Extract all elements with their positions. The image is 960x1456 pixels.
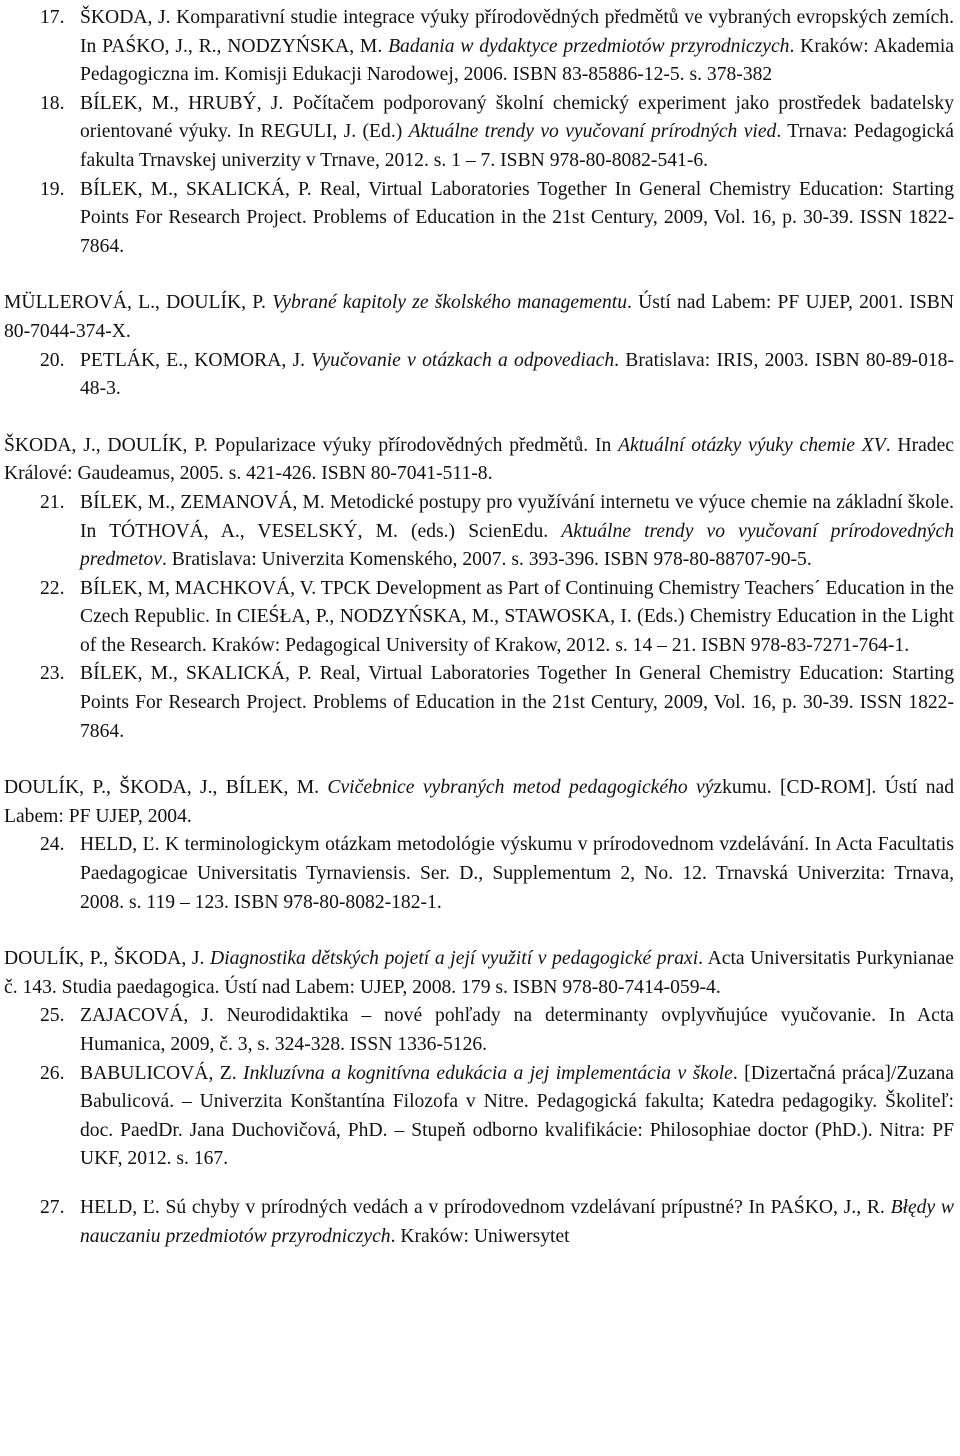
reference-text: . Kraków: Uniwersytet	[390, 1225, 570, 1247]
reference-entry	[4, 575, 954, 661]
reference-entry	[4, 774, 954, 831]
reference-title-italic: Inkluzívna a kognitívna edukácia a jej implementácia v škole	[243, 1062, 733, 1084]
reference-entry	[4, 1060, 954, 1174]
reference-entry	[4, 945, 954, 1002]
reference-text: BÍLEK, M, MACHKOVÁ, V. TPCK Development as Part of Continuing Chemistry Teachers´ Education in the Czech Republic. In CIEŚŁA, P., NODZYŃSKA, M., STAWOSKA, I. (Eds.) Chemistry Education in the Light of the Research. Kraków: Pedagogical University of Krakow, 2012. s. 14 – 21. ISBN 978-83-7271-764-1.	[80, 577, 954, 656]
reference-text: . Trnava: Pedagogická fakulta Trnavskej univerzity v Trnave, 2012. s. 1 – 7. ISBN 978-80-8082-541-6.	[80, 121, 954, 171]
reference-text: DOULÍK, P., ŠKODA, J., BÍLEK, M.	[4, 777, 328, 799]
reference-entry	[4, 4, 954, 90]
reference-number: 17.	[40, 7, 65, 28]
reference-text: PETLÁK, E., KOMORA, J.	[80, 349, 312, 371]
reference-entry	[4, 489, 954, 575]
reference-text: . Acta Universitatis Purkynianae č. 143. Studia paedagogica. Ústí nad Labem: UJEP, 2008. 179 s. ISBN 978-80-7414-059-4.	[4, 948, 955, 998]
reference-text: . Kraków: Akademia Pedagogiczna im. Komisji Edukacji Narodowej, 2006. ISBN 83-85886-12-5. s. 378-382	[80, 35, 954, 86]
reference-title-italic: Diagnostika dětských pojetí a její využití v pedagogické praxi	[210, 948, 699, 970]
reference-text: . Hradec Králové: Gaudeamus, 2005. s. 421-426. ISBN 80-7041-511-8.	[4, 434, 954, 485]
reference-text: BABULICOVÁ, Z.	[80, 1062, 244, 1084]
reference-entry	[4, 432, 954, 489]
reference-number: 26.	[40, 1062, 65, 1084]
reference-text: BÍLEK, M., SKALICKÁ, P. Real, Virtual Laboratories Together In General Chemistry Education: Starting Points For Research Project. Problems of Education in the 21st Century, 2009, Vol. 16, p. 30-39. ISSN 1822-7864.	[80, 663, 954, 742]
reference-text: BÍLEK, M., SKALICKÁ, P. Real, Virtual Laboratories Together In General Chemistry Education: Starting Points For Research Project. Problems of Education in the 21st Century, 2009, Vol. 16, p. 30-39. ISSN 1822-7864.	[80, 178, 954, 257]
reference-entry	[4, 347, 954, 404]
reference-title-italic: Aktuálne trendy vo vyučovaní prírodovedných predmetov	[80, 520, 954, 571]
reference-entry	[4, 660, 954, 746]
reference-number: 20.	[40, 349, 65, 371]
reference-number: 25.	[40, 1005, 65, 1027]
reference-entry	[4, 90, 954, 176]
reference-text: . Bratislava: Univerzita Komenského, 2007. s. 393-396. ISBN 978-80-88707-90-5.	[161, 549, 812, 571]
reference-number: 24.	[40, 834, 65, 856]
reference-text: HELD, Ľ. K terminologickym otázkam metodológie výskumu v prírodovednom vzdelávání. In Acta Facultatis Paedagogicae Universitatis Tyrnaviensis. Ser. D., Supplementum 2, No. 12. Trnavská Univerzita: Trnava, 2008. s. 119 – 123. ISBN 978-80-8082-182-1.	[80, 834, 954, 913]
reference-text: ŠKODA, J., DOULÍK, P. Popularizace výuky přírodovědných předmětů. In	[4, 434, 619, 456]
reference-text: ZAJACOVÁ, J. Neurodidaktika – nové pohľady na determinanty ovplyvňujúce vyučovanie. In Acta Humanica, 2009, č. 3, s. 324-328. ISSN 1336-5126.	[80, 1005, 954, 1055]
reference-entry	[4, 176, 954, 262]
reference-number: 22.	[40, 577, 65, 599]
reference-number: 23.	[40, 663, 65, 685]
reference-entry	[4, 289, 954, 346]
reference-title-italic: Aktuální otázky výuky chemie XV	[618, 434, 886, 456]
reference-text: MÜLLEROVÁ, L., DOULÍK, P.	[4, 292, 273, 314]
reference-entry	[4, 831, 954, 917]
reference-text: . Ústí nad Labem: PF UJEP, 2001. ISBN 80-7044-374-X.	[4, 292, 955, 342]
reference-title-italic: Błędy w nauczaniu przedmiotów przyrodniczych	[80, 1196, 954, 1247]
reference-text: DOULÍK, P., ŠKODA, J.	[4, 948, 211, 970]
reference-text: . Bratislava: IRIS, 2003. ISBN 80-89-018-48-3.	[80, 349, 954, 400]
reference-title-italic: Vybrané kapitoly ze školského managementu	[272, 292, 628, 314]
reference-entry	[4, 1002, 954, 1059]
reference-number: 18.	[40, 92, 65, 114]
reference-text: zkumu. [CD-ROM]. Ústí nad Labem: PF UJEP, 2004.	[4, 777, 955, 827]
reference-text: HELD, Ľ. Sú chyby v prírodných vedách a v prírodovednom vzdelávaní prípustné? In PAŚKO, J., R.	[80, 1196, 891, 1218]
reference-number: 21.	[40, 491, 65, 513]
reference-title-italic: Cvičebnice vybraných metod pedagogického vý	[327, 777, 714, 799]
reference-text: BÍLEK, M., HRUBÝ, J. Počítačem podporovaný školní chemický experiment jako prostředek badatelsky orientované výuky. In REGULI, J. (Ed.)	[80, 92, 954, 143]
reference-text: . [Dizertačná práca]/Zuzana Babulicová. – Univerzita Konštantína Filozofa v Nitre. Pedagogická fakulta; Katedra pedagogiky. Školiteľ: doc. PaedDr. Jana Duchovičová, PhD. – Stupeň odborno kvalifikácie: Philosophiae doctor (PhD.). Nitra: PF UKF, 2012. s. 167.	[80, 1062, 954, 1170]
reference-entry	[4, 1194, 954, 1251]
reference-title-italic: Aktuálne trendy vo vyučovaní prírodných vied	[408, 121, 777, 143]
reference-title-italic: Vyučovanie v otázkach a odpovediach	[311, 349, 615, 371]
reference-title-italic: Badania w dydaktyce przedmiotów przyrodniczych	[388, 35, 790, 57]
reference-number: 27.	[40, 1196, 65, 1218]
reference-text: BÍLEK, M., ZEMANOVÁ, M. Metodické postupy pro využívání internetu ve výuce chemie na základní škole. In TÓTHOVÁ, A., VESELSKÝ, M. (eds.) ScienEdu.	[80, 491, 954, 542]
reference-number: 19.	[40, 178, 65, 200]
reference-text: ŠKODA, J. Komparativní studie integrace výuky přírodovědných předmětů ve vybraných evropských zemích. In PAŚKO, J., R., NODZYŃSKA, M.	[80, 7, 954, 57]
